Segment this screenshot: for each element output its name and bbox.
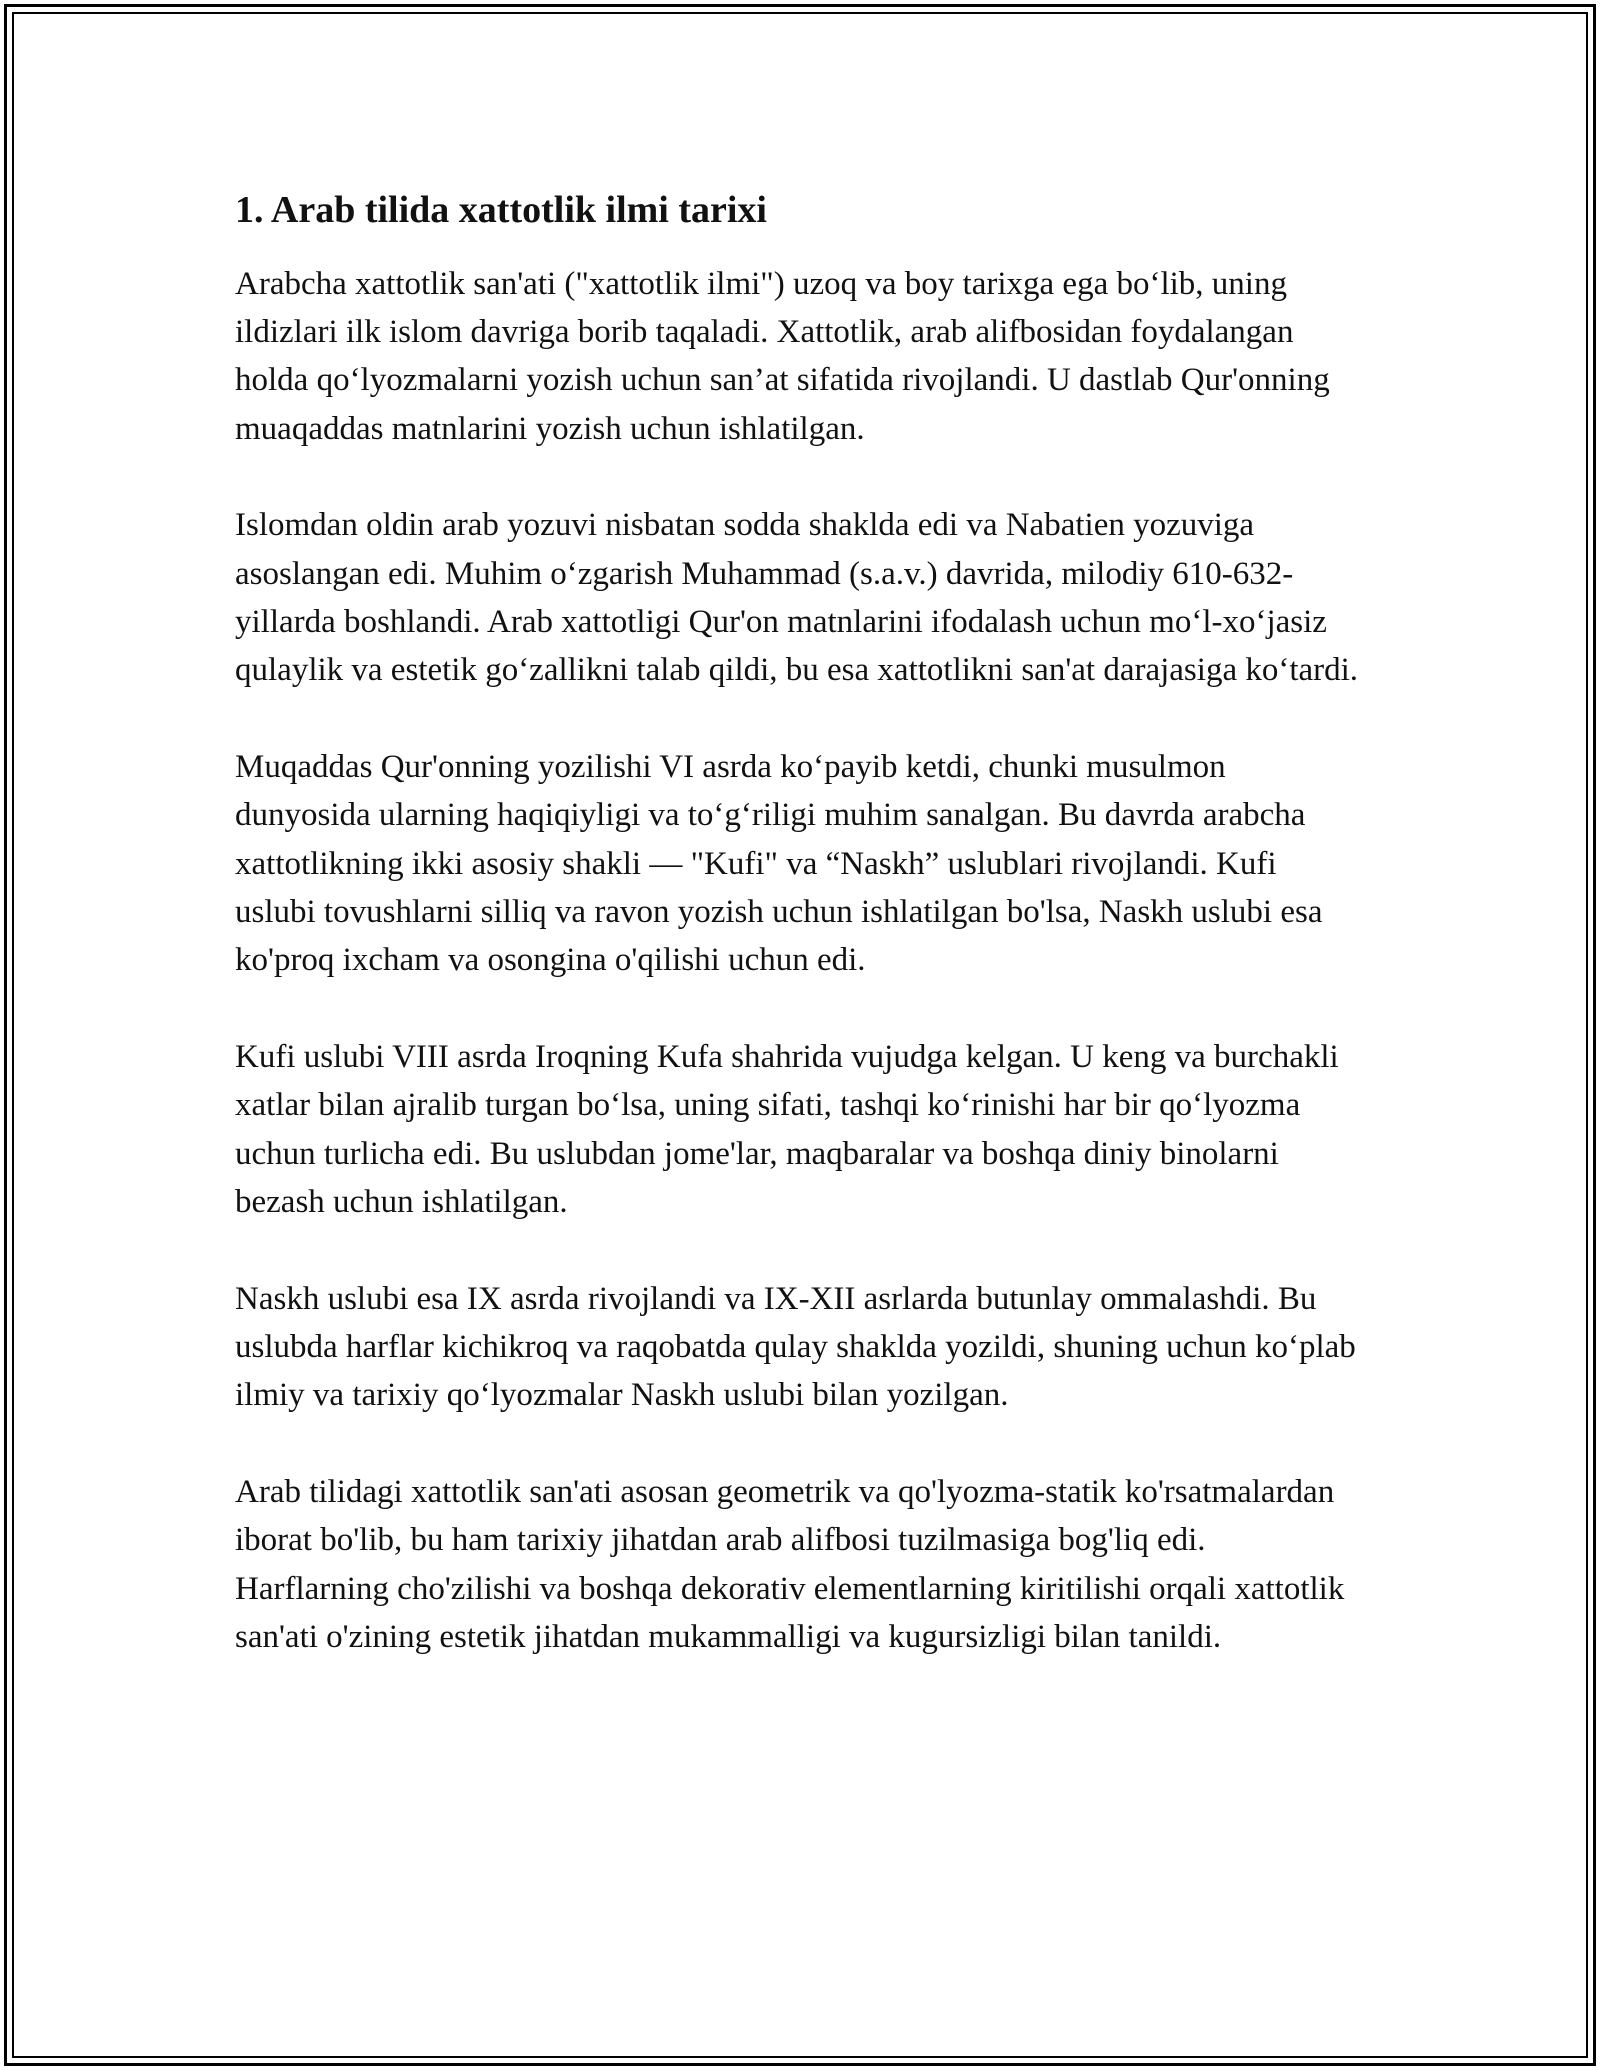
section-title: 1. Arab tilida xattotlik ilmi tarixi <box>235 189 767 231</box>
paragraph: Naskh uslubi esa IX asrda rivojlandi va IX-XII asrlarda butunlay ommalashdi. Bu uslubda harflar kichikroq va raqobatda qulay shaklda yozildi, shuning uchun ko‘plab ilmiy va tarixiy qo‘lyozmalar Naskh uslubi bilan yozilgan. <box>235 1280 1356 1414</box>
paragraph: Muqaddas Qur'onning yozilishi VI asrda ko‘payib ketdi, chunki musulmon dunyosida ularning haqiqiyligi va to‘g‘riligi muhim sanalgan. Bu davrda arabcha xattotlikning ikki asosiy shakli — "Kufi" va “Naskh” uslublari rivojlandi. Kufi uslubi tovushlarni silliq va ravon yozish uchun ishlatilgan bo'lsa, Naskh uslubi esa ko'proq ixcham va osongina o'qilishi uchun edi. <box>235 748 1323 979</box>
document-body <box>235 188 1365 1709</box>
paragraph: Kufi uslubi VIII asrda Iroqning Kufa shahrida vujudga kelgan. U keng va burchakli xatlar bilan ajralib turgan bo‘lsa, uning sifati, tashqi ko‘rinishi har bir qo‘lyozma uchun turlicha edi. Bu uslubdan jome'lar, maqbaralar va boshqa diniy binolarni bezash uchun ishlatilgan. <box>235 1038 1339 1221</box>
paragraph: Islomdan oldin arab yozuvi nisbatan sodda shaklda edi va Nabatien yozuviga asoslangan edi. Muhim oʻzgarish Muhammad (s.a.v.) davrida, milodiy 610-632-yillarda boshlandi. Arab xattotligi Qur'on matnlarini ifodalash uchun mo‘l-xo‘jasiz qulaylik va estetik go‘zallikni talab qildi, bu esa xattotlikni san'at darajasiga ko‘tardi. <box>235 507 1359 689</box>
paragraph: Arab tilidagi xattotlik san'ati asosan geometrik va qo'lyozma-statik ko'rsatmalardan iborat bo'lib, bu ham tarixiy jihatdan arab alifbosi tuzilmasiga bog'liq edi. Harflarning cho'zilishi va boshqa dekorativ elementlarning kiritilishi orqali xattotlik san'ati o'zining estetik jihatdan mukammalligi va kugursizligi bilan tanildi. <box>235 1473 1345 1655</box>
paragraph: Arabcha xattotlik san'ati ("xattotlik ilmi") uzoq va boy tarixga ega bo‘lib, uning ildizlari ilk islom davriga borib taqaladi. Xattotlik, arab alifbosidan foydalangan holda qo‘lyozmalarni yozish uchun san’at sifatida rivojlandi. U dastlab Qur'onning muaqaddas matnlarini yozish uchun ishlatilgan. <box>235 265 1330 447</box>
